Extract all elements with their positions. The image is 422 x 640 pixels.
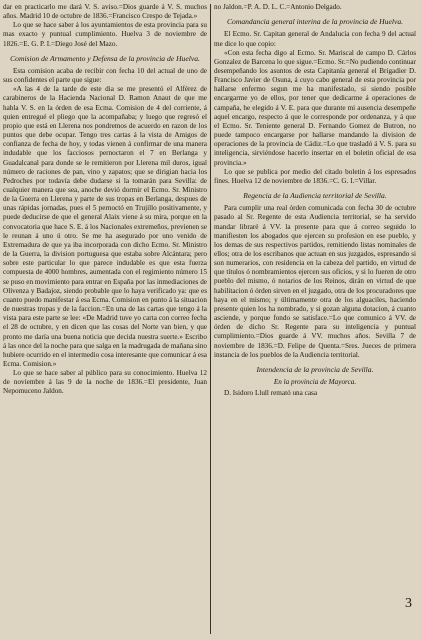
left-paragraph-2: Lo que se hace saber á los ayuntamientos de esta provincia para su mas exacto y puntual cumplimiento. Huelva 3 de noviembre de 1826.=E. G. P. I.=Diego José del Mazo.: [3, 21, 207, 48]
left-paragraph-1: dar en practicarlo me dará V. S. aviso.=Dios guarde á V. S. muchos años. Madrid 10 de octubre de 1836.=Francisco Crespo de Tejada.»: [3, 3, 207, 21]
left-paragraph-4: «A las 4 de la tarde de este dia se me presentó el Alférez de carabineros de la Hacienda Nacional D. Ramon Anaut de que me habla V. S. en la órden de esa Ecma. Comision de 4 del corriente, á quien entregué el pliego que la acompañaba; y luego que regresó el propio que está en Llerena nos pondremos de acuerdo en razon de los puntos que debe ocupar. Tengo tres cartas á la vista de Amigos de confianza de fecha de hoy, y todas vienen á confirmar de una manera indudable que los facciosos pernoctaron el 7 en Berlanga y Guadalcanal para donde se le remitieron por Llerena mil duros, igual número de raciones de pan, vino y zapatos; que se dirigian hacia los Pedroches por todavía debe dudarse si la tomarán para Sevilla: de cualquier manera que sea, anoche devió dormir el Ecmo. Sr. Ministro de la Guerra en Llerena y parte de sus tropas en Berlanga, despues de unas rápidas jornadas, pues el 5 pernoctó en Trujillo positivamente, y puede deducirse de que el general Alaix viene á su mira, porque en la convocatoria que hace S. E. á los Nacionales extremeños, previenen se le reunan á uno ú otro. Se me ha asegurado por uno venido de Extremadura de que ya iba incorporada con dicho Ecmo. Sr. Ministro de la Guerra, la division portuguesa que estaba sobre Alcántara; pero sobre este particular lo que parece indudable es que esta fuerza compuesta de 4000 hombres, aumentada con el regimiento número 15 se puso en movimiento para entrar en España por las inmediaciones de Olivenza y Badajoz, siendo probable que lo haya verificado ya: que es cuanto puedo manifestar á esa Ecma. Comision en punto á la situacion de nuestras tropas y de la faccion.=En una de las cartas que tengo á la vista para este parte se lee: «De Madrid tuve yo carta con correo fecha el 28 de octubre, y en dicen que las cosas del Norte van bien, y que pronto me daría una buena noticia que decida nuestra suerte.» Escribo á las once del la noche para que salga en la madrugada de mañana sino hubiere ocurrido en el intermedio cosa interesante que comunicar á esa Ecma. Comision.»: [3, 85, 207, 368]
section-heading-armamento: Comision de Armamento y Defensa de la provincia de Huelva.: [10, 53, 200, 63]
right-paragraph-2: El Ecmo. Sr. Capitan general de Andalucía con fecha 9 del actual me dice lo que copio:: [214, 30, 416, 48]
right-paragraph-1: no Jaldon.=P. A. D. L. C.=Antonio Delgado.: [214, 3, 342, 11]
left-paragraph-5: Lo que se hace saber al público para su conocimiento. Huelva 12 de noviembre á las 9 de la noche de 1836.=El presidente, Juan Nepomuceno Jaldon.: [3, 369, 207, 396]
column-divider: [210, 4, 211, 634]
right-paragraph-4: Lo que se publica por medio del citado boletin á los espresados fines. Huelva 12 de noviembre de 1836.=C. G. I.=Villar.: [214, 167, 416, 185]
section-heading-regencia: Regencia de la Audiencia territorial de Sevilla.: [243, 191, 387, 201]
right-paragraph-5: Para cumplir una real órden comunicada con fecha 30 de octubre pasado al Sr. Regente de esta Audiencia territorial, se ha servido mandar libraré á VV. la presente para que á correo seguido lo manifiesten los abogados que ejercen su profesion en ese pueblo, y los demas de sus respectivos partidos, remitiendo listas nominales de ellos; otra de los escribanos que actuan en sus juzgados, espresando si son numerarios, con residencia en la cabeza del partido, en virtud de que títulos ó nombramientos ejercen sus oficios, y si lo fueren de otro pueblo del mismo, ó notarios de los Reinos, dirán en virtud de que habilitacion ó órden sirven en el juzgado, otra de los procuradores que haya en el mismo; y últimamente otra de los alguaciles, haciendo presente quien los ha nombrado, y si gozan alguna dotacion, á cuanto asciende, y porque fondo se satisface.=Lo que comunico á VV. de órden de dicho Sr. Regente para su inteligencia y puntual cumplimiento.=Dios guarde á VV. muchos años. Sevilla 7 de noviembre de 1836.=D. Felipe de Quenta.=Sres. Jueces de primera instancia de los pueblos de la Audiencia territorial.: [214, 204, 416, 359]
section-heading-comandancia: Comandancia general interina de la provincia de Huelva.: [226, 17, 404, 27]
page-number: 3: [405, 596, 412, 611]
left-paragraph-3: Esta comision acaba de recibir con fecha 10 del actual de uno de sus confidentes el parte que sigue:: [3, 66, 207, 85]
right-paragraph-3: «Con esta fecha digo al Ecmo. Sr. Mariscal de campo D. Cárlos Gonzalez de Barcena lo que sigue.=Ecmo. Sr.=No pudiendo continuar desempeñando los asuntos de esta Capitanía general el Brigadier D. Francisco Javier de Osuna, á cuyo cabo general de esta provincia por hallarse enfermo segun me ha manifestado, si siendo posible encargarme yo de ellos, por tener que dedicarme á operaciones de campaña, he elegido á V. E. para que durante mi ausencia desempeñe aquel encargo, respecto á que le corresponde por ordenanza, y á que el Ecmo. Sr. Teniente general D. Fernando Gomez de Butron, no puede tampoco encargarse por hallarse mandando la division de operaciones de la provincia de Cádiz.=Lo que trasladó á V. S. para su inteligencia, sirviéndose hacerlo insertar en el boletin oficial de esa provincia.»: [214, 48, 416, 167]
right-column: [214, 3, 416, 398]
section-heading-intendencia: Intendencia de la provincia de Sevilla.: [256, 364, 374, 374]
right-paragraph-6: D. Isidoro Llull remató una casa: [224, 389, 318, 398]
left-column: [3, 3, 207, 397]
subheading-mayorca: En la provincia de Mayorca.: [273, 378, 357, 387]
